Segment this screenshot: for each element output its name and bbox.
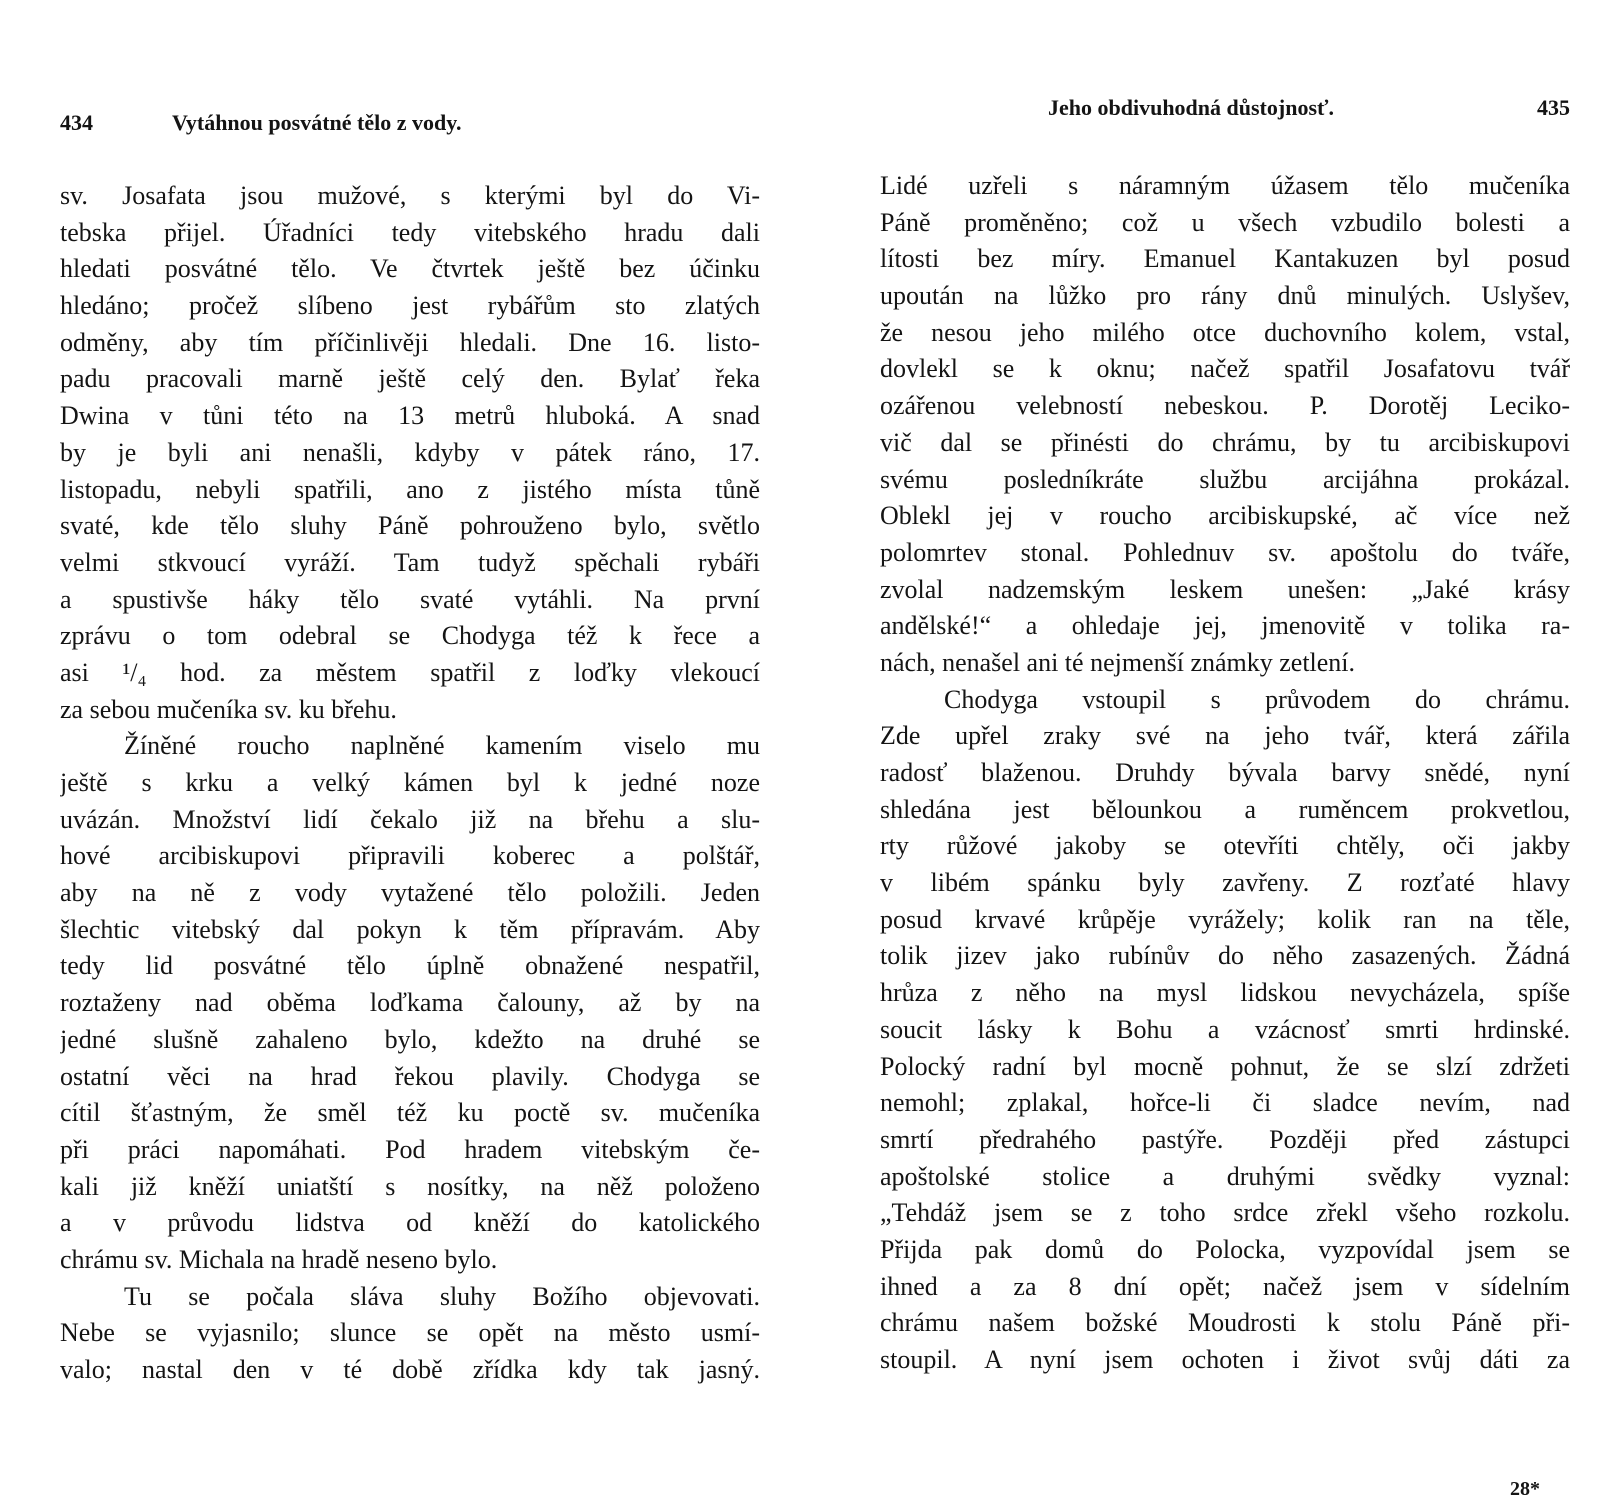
text-line: padu pracovali marně ještě celý den. Bylať řeka: [60, 364, 760, 394]
text-line: ostatní věci na hrad řekou plavily. Chodyga se: [60, 1061, 760, 1091]
text-line: listopadu, nebyli spatřili, ano z jistého místa tůně: [60, 474, 760, 504]
text-line: shledána jest bělounkou a ruměncem prokvetlou,: [880, 794, 1570, 824]
text-line: Polocký radní byl mocně pohnut, že se slzí zdržeti: [880, 1051, 1570, 1081]
text-line: v libém spánku byly zavřeny. Z rozťaté hlavy: [880, 868, 1570, 898]
text-line: šlechtic vitebský dal pokyn k těm přípravám. Aby: [60, 914, 760, 944]
text-line: chrámu našem božské Moudrosti k stolu Páně při-: [880, 1308, 1570, 1338]
text-line: Žíněné roucho naplněné kamením viselo mu: [124, 731, 760, 761]
right-running-title: Jeho obdivuhodná důstojnosť.: [1048, 95, 1334, 120]
text-line: hové arcibiskupovi připravili koberec a polštář,: [60, 841, 760, 871]
text-line: zprávu o tom odebral se Chodyga též k řece a: [60, 621, 760, 651]
text-line: „Tehdáž jsem se z toho srdce zřekl všeho rozkolu.: [880, 1198, 1570, 1228]
text-line: hledáno; pročež slíbeno jest rybářům sto zlatých: [60, 291, 760, 321]
text-line: velmi stkvoucí vyráží. Tam tudyž spěchali rybáři: [60, 547, 760, 577]
text-line: nách, nenašel ani té nejmenší známky zetlení.: [880, 647, 1356, 677]
text-line: jedné slušně zahaleno bylo, kdežto na druhé se: [60, 1024, 760, 1054]
right-body-text: [880, 168, 1570, 1379]
text-line: a spustivše háky tělo svaté vytáhli. Na první: [60, 584, 760, 614]
text-line: Zde upřel zraky své na jeho tvář, která zářila: [880, 721, 1570, 751]
text-line: Dwina v tůni této na 13 metrů hluboká. A snad: [60, 401, 760, 431]
text-line: Lidé uzřeli s náramným úžasem tělo mučeníka: [880, 171, 1570, 200]
text-line: Tu se počala sláva sluhy Božího objevovati.: [124, 1281, 760, 1311]
text-line: asi ¹/₄ hod. za městem spatřil z loďky vlekoucí: [60, 657, 760, 687]
left-body-text: [60, 178, 760, 1389]
text-line: chrámu sv. Michala na hradě neseno bylo.: [60, 1244, 498, 1274]
text-line: že nesou jeho milého otce duchovního kolem, vstal,: [880, 317, 1570, 347]
text-line: andělské!“ a ohledaje jej, jmenovitě v tolika ra-: [880, 611, 1570, 641]
text-line: svaté, kde tělo sluhy Páně pohrouženo bylo, světlo: [60, 511, 760, 541]
text-line: upoután na lůžko pro rány dnů minulých. Uslyšev,: [880, 281, 1570, 311]
text-line: ještě s krku a velký kámen byl k jedné noze: [60, 768, 760, 797]
text-line: cítil šťastným, že směl též ku poctě sv. mučeníka: [60, 1098, 760, 1128]
text-line: hledati posvátné tělo. Ve čtvrtek ještě bez účinku: [60, 254, 760, 284]
text-line: vič dal se přinésti do chrámu, by tu arcibiskupovi: [880, 427, 1570, 457]
text-line: dovlekl se k oknu; načež spatřil Josafatovu tvář: [880, 354, 1570, 384]
text-line: stoupil. A nyní jsem ochoten i život svůj dáti za: [880, 1345, 1570, 1374]
text-line: za sebou mučeníka sv. ku břehu.: [60, 694, 397, 724]
text-line: tebska přijel. Úřadníci tedy vitebského hradu dali: [60, 217, 760, 247]
text-line: aby na ně z vody vytažené tělo položili. Jeden: [60, 878, 760, 908]
text-line: Přijda pak domů do Polocka, vyzpovídal jsem se: [880, 1234, 1570, 1264]
text-line: by je byli ani nenašli, kdyby v pátek ráno, 17.: [60, 437, 760, 467]
text-line: kali již kněží uniatští s nosítky, na něž položeno: [60, 1171, 760, 1201]
text-line: lítosti bez míry. Emanuel Kantakuzen byl posud: [880, 244, 1570, 274]
text-line: zvolal nadzemským leskem unešen: „Jaké krásy: [880, 574, 1570, 604]
signature-mark: 28*: [1510, 1478, 1540, 1500]
text-line: a v průvodu lidstva od kněží do katolického: [60, 1208, 760, 1238]
text-line: ozářenou velebností nebeskou. P. Dorotěj Leciko-: [880, 391, 1570, 421]
text-line: Chodyga vstoupil s průvodem do chrámu.: [944, 684, 1570, 714]
text-line: odměny, aby tím příčinlivěji hledali. Dne 16. listo-: [60, 327, 760, 357]
text-line: sv. Josafata jsou mužové, s kterými byl do Vi-: [60, 181, 760, 210]
left-running-title: Vytáhnou posvátné tělo z vody.: [172, 110, 462, 135]
text-line: Nebe se vyjasnilo; slunce se opět na město usmí-: [60, 1318, 760, 1348]
text-line: při práci napomáhati. Pod hradem vitebským če-: [60, 1134, 760, 1164]
text-line: Oblekl jej v roucho arcibiskupské, ač více než: [880, 501, 1570, 531]
text-line: soucit lásky k Bohu a vzácnosť smrti hrdinské.: [880, 1014, 1570, 1044]
left-page-number: 434: [60, 110, 93, 135]
right-page-number: 435: [1537, 95, 1570, 120]
text-line: radosť blaženou. Druhdy bývala barvy snědé, nyní: [880, 758, 1570, 787]
text-line: apoštolské stolice a druhými svědky vyznal:: [880, 1161, 1570, 1191]
text-line: smrtí předrahého pastýře. Později před zástupci: [880, 1124, 1570, 1154]
text-line: rty růžové jakoby se otevříti chtěly, oči jakby: [880, 831, 1570, 861]
text-line: Páně proměněno; což u všech vzbudilo bolesti a: [880, 207, 1570, 237]
text-line: nemohl; zplakal, hořce-li či sladce nevím, nad: [880, 1088, 1570, 1118]
text-line: uvázán. Množství lidí čekalo již na břehu a slu-: [60, 804, 760, 834]
text-line: tolik jizev jako rubínův do něho zasazených. Žádná: [880, 941, 1570, 971]
text-line: roztaženy nad oběma loďkama čalouny, až by na: [60, 988, 760, 1018]
text-line: tedy lid posvátné tělo úplně obnažené nespatřil,: [60, 951, 760, 981]
text-line: svému posledníkráte službu arcijáhna prokázal.: [880, 464, 1570, 494]
text-line: valo; nastal den v té době zřídka kdy tak jasný.: [60, 1355, 760, 1384]
text-line: ihned a za 8 dní opět; načež jsem v sídelním: [880, 1271, 1570, 1301]
text-line: polomrtev stonal. Pohlednuv sv. apoštolu do tváře,: [880, 537, 1570, 567]
text-line: hrůza z něho na mysl lidskou nevycházela, spíše: [880, 978, 1570, 1008]
text-line: posud krvavé krůpěje vyrážely; kolik ran na těle,: [880, 904, 1570, 934]
